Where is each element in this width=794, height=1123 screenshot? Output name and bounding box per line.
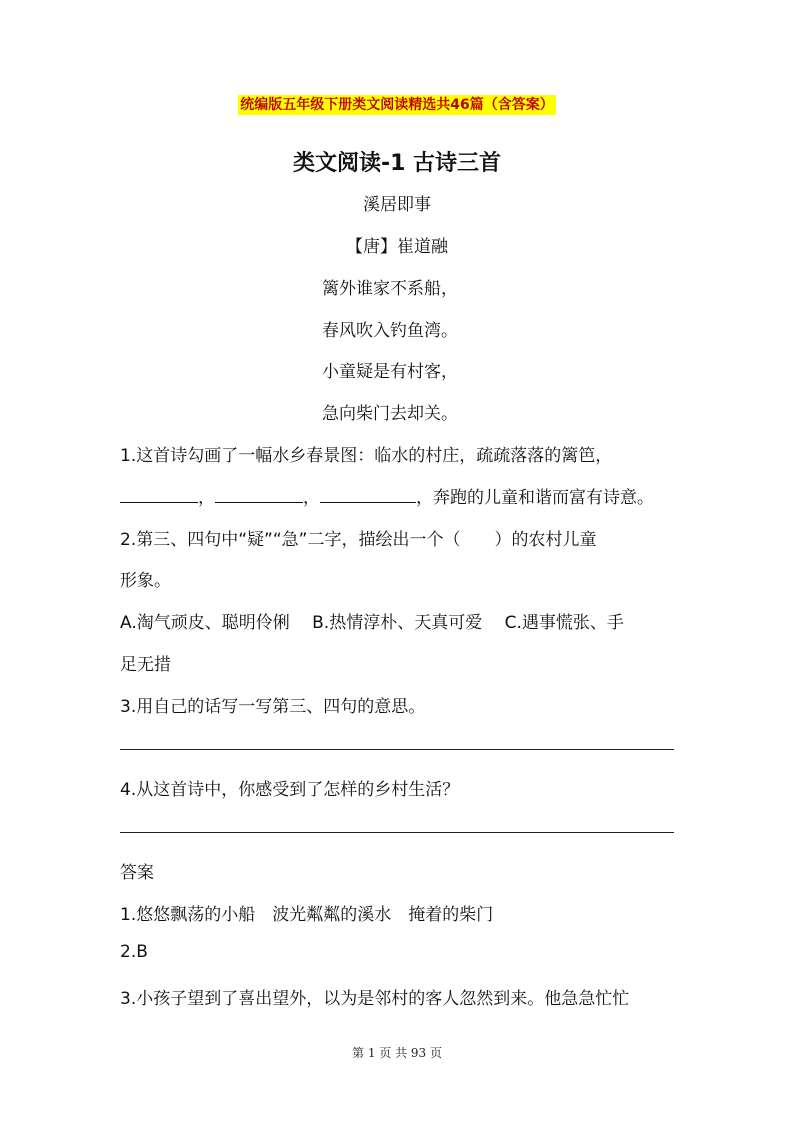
- banner-text: 统编版五年级下册类文阅读精选共46篇（含答案）: [240, 97, 554, 113]
- collection-banner: [0, 94, 794, 114]
- question-2-options-cont: 足无措: [120, 655, 171, 675]
- fill-blank-1[interactable]: [120, 488, 198, 503]
- fill-blank-3[interactable]: [320, 488, 416, 503]
- poem-line-4: 急向柴门去却关。: [322, 404, 458, 424]
- answer-line-4[interactable]: [120, 832, 674, 833]
- answer-3: 3.小孩子望到了喜出望外，以为是邻村的客人忽然到来。他急急忙忙: [120, 989, 630, 1009]
- answer-line-3[interactable]: [120, 749, 674, 750]
- question-3-text: 3.用自己的话写一写第三、四句的意思。: [120, 697, 426, 717]
- answers-heading: 答案: [120, 863, 154, 883]
- question-1-blanks: [120, 483, 676, 508]
- answer-1: 1.悠悠飘荡的小船 波光粼粼的溪水 掩着的柴门: [120, 905, 494, 925]
- poem-line-3: 小童疑是有村客，: [322, 362, 458, 382]
- question-2-text-cont: 形象。: [120, 571, 171, 591]
- fill-blank-2[interactable]: [215, 488, 303, 503]
- blank-separator-2: ，: [303, 488, 320, 508]
- poem-line-2: 春风吹入钓鱼湾。: [322, 321, 458, 341]
- poem-line-1: 篱外谁家不系船，: [322, 279, 458, 299]
- answer-2: 2.B: [120, 942, 148, 962]
- question-4-text: 4.从这首诗中，你感受到了怎样的乡村生活？: [120, 780, 460, 800]
- page-title: 类文阅读-1 古诗三首: [292, 151, 502, 176]
- question-2-text: 2.第三、四句中“疑”“急”二字，描绘出一个（ ）的农村儿童: [120, 530, 597, 550]
- page-footer: 第 1 页 共 93 页: [352, 1046, 442, 1060]
- blank-separator-1: ，: [198, 488, 215, 508]
- poem-author: 【唐】崔道融: [346, 237, 448, 257]
- question-1-text: 1.这首诗勾画了一幅水乡春景图：临水的村庄，疏疏落落的篱笆，: [120, 446, 613, 466]
- question-1-ending: ，奔跑的儿童和谐而富有诗意。: [416, 488, 654, 508]
- poem-title: 溪居即事: [363, 195, 431, 215]
- question-2-options: A.淘气顽皮、聪明伶俐 B.热情淳朴、天真可爱 C.遇事慌张、手: [120, 613, 624, 633]
